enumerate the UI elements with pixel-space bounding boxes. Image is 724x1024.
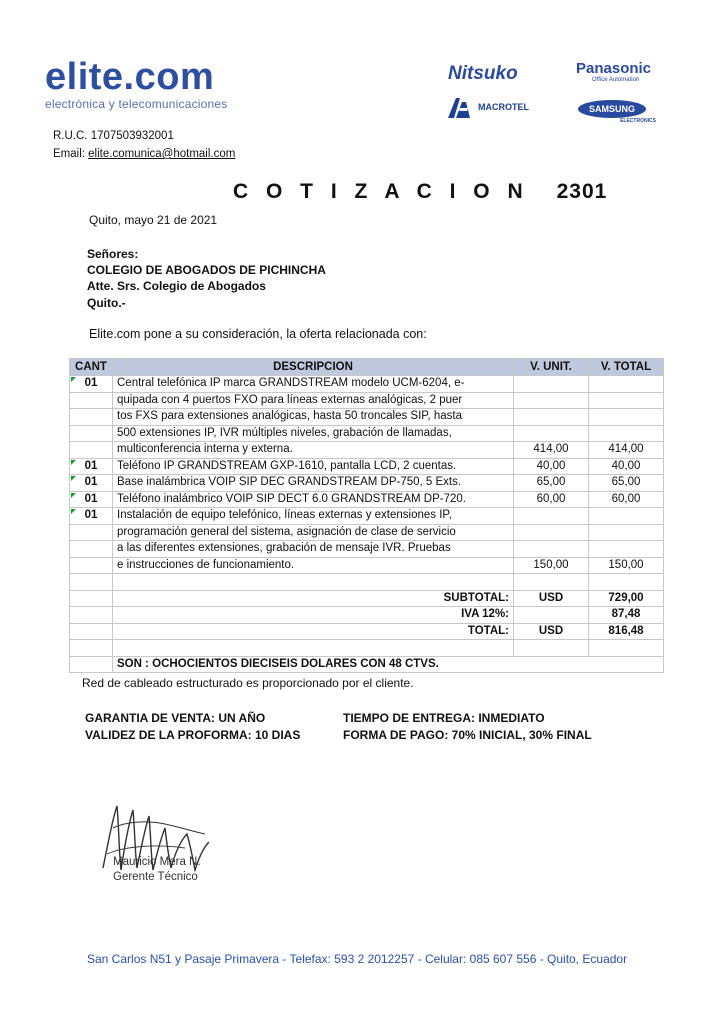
validity-term: VALIDEZ DE LA PROFORMA: 10 DIAS xyxy=(85,728,301,742)
row-total-price: 60,00 xyxy=(589,491,664,508)
table-row xyxy=(70,458,664,475)
row-cant: 01 xyxy=(70,491,113,508)
row-description: tos FXS para extensiones analógicas, hasta 50 troncales SIP, hasta xyxy=(113,409,514,426)
panasonic-sub-text: Office Automation xyxy=(592,77,640,83)
samsung-logo xyxy=(576,98,660,124)
row-unit-price xyxy=(514,524,589,541)
quote-table xyxy=(69,358,664,673)
row-cant: 01 xyxy=(70,475,113,492)
email-link[interactable]: elite.comunica@hotmail.com xyxy=(88,148,236,160)
macrotel-mark-icon xyxy=(448,96,474,118)
table-row xyxy=(70,541,664,558)
row-description: Instalación de equipo telefónico, líneas externas y extensiones IP, xyxy=(113,508,514,525)
subtotal-value: 729,00 xyxy=(589,590,664,607)
email-label: Email: xyxy=(53,148,89,160)
row-total-price: 414,00 xyxy=(589,442,664,459)
row-unit-price xyxy=(514,541,589,558)
table-row xyxy=(70,376,664,393)
total-currency: USD xyxy=(514,623,589,640)
row-total-price xyxy=(589,541,664,558)
logo-sub-text: electrónica y telecomunicaciones xyxy=(45,97,228,111)
table-row xyxy=(70,557,664,574)
row-cant xyxy=(70,409,113,426)
footer-contact: San Carlos N51 y Pasaje Primavera - Telefax: 593 2 2012257 - Celular: 085 607 556 - Quito, Ecuador xyxy=(87,952,628,966)
row-cant xyxy=(70,425,113,442)
header-desc: DESCRIPCION xyxy=(113,359,514,376)
comment-flag-icon xyxy=(71,476,76,481)
iva-label: IVA 12%: xyxy=(113,607,514,624)
row-unit-price: 40,00 xyxy=(514,458,589,475)
row-unit-price: 65,00 xyxy=(514,475,589,492)
iva-row xyxy=(70,607,664,624)
ruc-text: R.U.C. 1707503932001 xyxy=(53,130,174,142)
table-row xyxy=(70,425,664,442)
row-unit-price xyxy=(514,392,589,409)
table-row xyxy=(70,409,664,426)
row-unit-price xyxy=(514,425,589,442)
row-description: e instrucciones de funcionamiento. xyxy=(113,557,514,574)
header-total: V. TOTAL xyxy=(589,359,664,376)
row-unit-price xyxy=(514,376,589,393)
table-row xyxy=(70,574,664,591)
row-total-price xyxy=(589,392,664,409)
table-row xyxy=(70,491,664,508)
row-unit-price: 150,00 xyxy=(514,557,589,574)
address-attention: Atte. Srs. Colegio de Abogados xyxy=(87,279,266,293)
row-description: Central telefónica IP marca GRANDSTREAM modelo UCM-6204, e- xyxy=(113,376,514,393)
row-unit-price xyxy=(514,508,589,525)
row-cant xyxy=(70,557,113,574)
cabling-note: Red de cableado estructurado es proporcionado por el cliente. xyxy=(82,676,414,690)
amount-in-words: SON : OCHOCIENTOS DIECISEIS DOLARES CON 48 CTVS. xyxy=(113,656,664,673)
subtotal-row xyxy=(70,590,664,607)
row-cant xyxy=(70,541,113,558)
row-cant: 01 xyxy=(70,376,113,393)
signatory-name: Mauricio Mera N. xyxy=(113,856,201,868)
row-unit-price xyxy=(514,409,589,426)
address-recipient: COLEGIO DE ABOGADOS DE PICHINCHA xyxy=(87,263,326,277)
nitsuko-logo: Nitsuko xyxy=(448,63,518,84)
amount-in-words-row xyxy=(70,656,664,673)
header-unit: V. UNIT. xyxy=(514,359,589,376)
comment-flag-icon xyxy=(71,377,76,382)
table-row xyxy=(70,442,664,459)
row-total-price: 150,00 xyxy=(589,557,664,574)
subtotal-currency: USD xyxy=(514,590,589,607)
table-row xyxy=(70,475,664,492)
total-row xyxy=(70,623,664,640)
samsung-oval-icon xyxy=(576,98,660,124)
email-line xyxy=(53,148,235,160)
quote-date: Quito, mayo 21 de 2021 xyxy=(89,213,218,227)
macrotel-text: MACROTEL xyxy=(478,102,529,112)
elite-logo xyxy=(45,58,228,111)
total-value: 816,48 xyxy=(589,623,664,640)
row-total-price xyxy=(589,524,664,541)
row-description: Base inalámbrica VOIP SIP DEC GRANDSTREAM DP-750, 5 Exts. xyxy=(113,475,514,492)
panasonic-logo: Panasonic xyxy=(576,60,652,77)
title-label: C O T I Z A C I O N xyxy=(233,180,529,203)
row-total-price xyxy=(589,376,664,393)
table-row xyxy=(70,392,664,409)
comment-flag-icon xyxy=(71,460,76,465)
row-unit-price: 414,00 xyxy=(514,442,589,459)
intro-text: Elite.com pone a su consideración, la oferta relacionada con: xyxy=(89,327,427,341)
row-cant: 01 xyxy=(70,458,113,475)
row-description: quipada con 4 puertos FXO para líneas externas analógicas, 2 puer xyxy=(113,392,514,409)
table-row xyxy=(70,640,664,657)
table-row xyxy=(70,508,664,525)
row-total-price: 65,00 xyxy=(589,475,664,492)
samsung-text: SAMSUNG xyxy=(588,104,636,114)
signatory-title: Gerente Técnico xyxy=(113,871,198,883)
subtotal-label: SUBTOTAL: xyxy=(113,590,514,607)
row-description: 500 extensiones IP, IVR múltiples niveles, grabación de llamadas, xyxy=(113,425,514,442)
row-total-price xyxy=(589,425,664,442)
total-label: TOTAL: xyxy=(113,623,514,640)
row-description: programación general del sistema, asignación de clase de servicio xyxy=(113,524,514,541)
row-total-price: 40,00 xyxy=(589,458,664,475)
row-description: a las diferentes extensiones, grabación de mensaje IVR. Pruebas xyxy=(113,541,514,558)
row-total-price xyxy=(589,508,664,525)
logo-main-text: elite.com xyxy=(45,56,215,98)
header-cant: CANT xyxy=(70,359,113,376)
row-cant xyxy=(70,442,113,459)
samsung-sub-text: ELECTRONICS xyxy=(620,118,656,124)
row-cant xyxy=(70,392,113,409)
delivery-term: TIEMPO DE ENTREGA: INMEDIATO xyxy=(343,711,545,725)
row-description: Teléfono IP GRANDSTREAM GXP-1610, pantalla LCD, 2 cuentas. xyxy=(113,458,514,475)
warranty-term: GARANTIA DE VENTA: UN AÑO xyxy=(85,711,266,725)
row-cant xyxy=(70,524,113,541)
address-salutation: Señores: xyxy=(87,247,139,261)
iva-value: 87,48 xyxy=(589,607,664,624)
payment-term: FORMA DE PAGO: 70% INICIAL, 30% FINAL xyxy=(343,728,592,742)
quote-number: 2301 xyxy=(556,180,608,203)
comment-flag-icon xyxy=(71,509,76,514)
table-row xyxy=(70,524,664,541)
comment-flag-icon xyxy=(71,493,76,498)
table-header-row xyxy=(70,359,664,376)
row-description: Teléfono inalámbrico VOIP SIP DECT 6.0 GRANDSTREAM DP-720. xyxy=(113,491,514,508)
row-unit-price: 60,00 xyxy=(514,491,589,508)
address-city: Quito.- xyxy=(87,296,126,310)
row-description: multiconferencia interna y externa. xyxy=(113,442,514,459)
macrotel-logo xyxy=(448,96,529,118)
document-title xyxy=(233,180,607,204)
row-cant: 01 xyxy=(70,508,113,525)
row-total-price xyxy=(589,409,664,426)
